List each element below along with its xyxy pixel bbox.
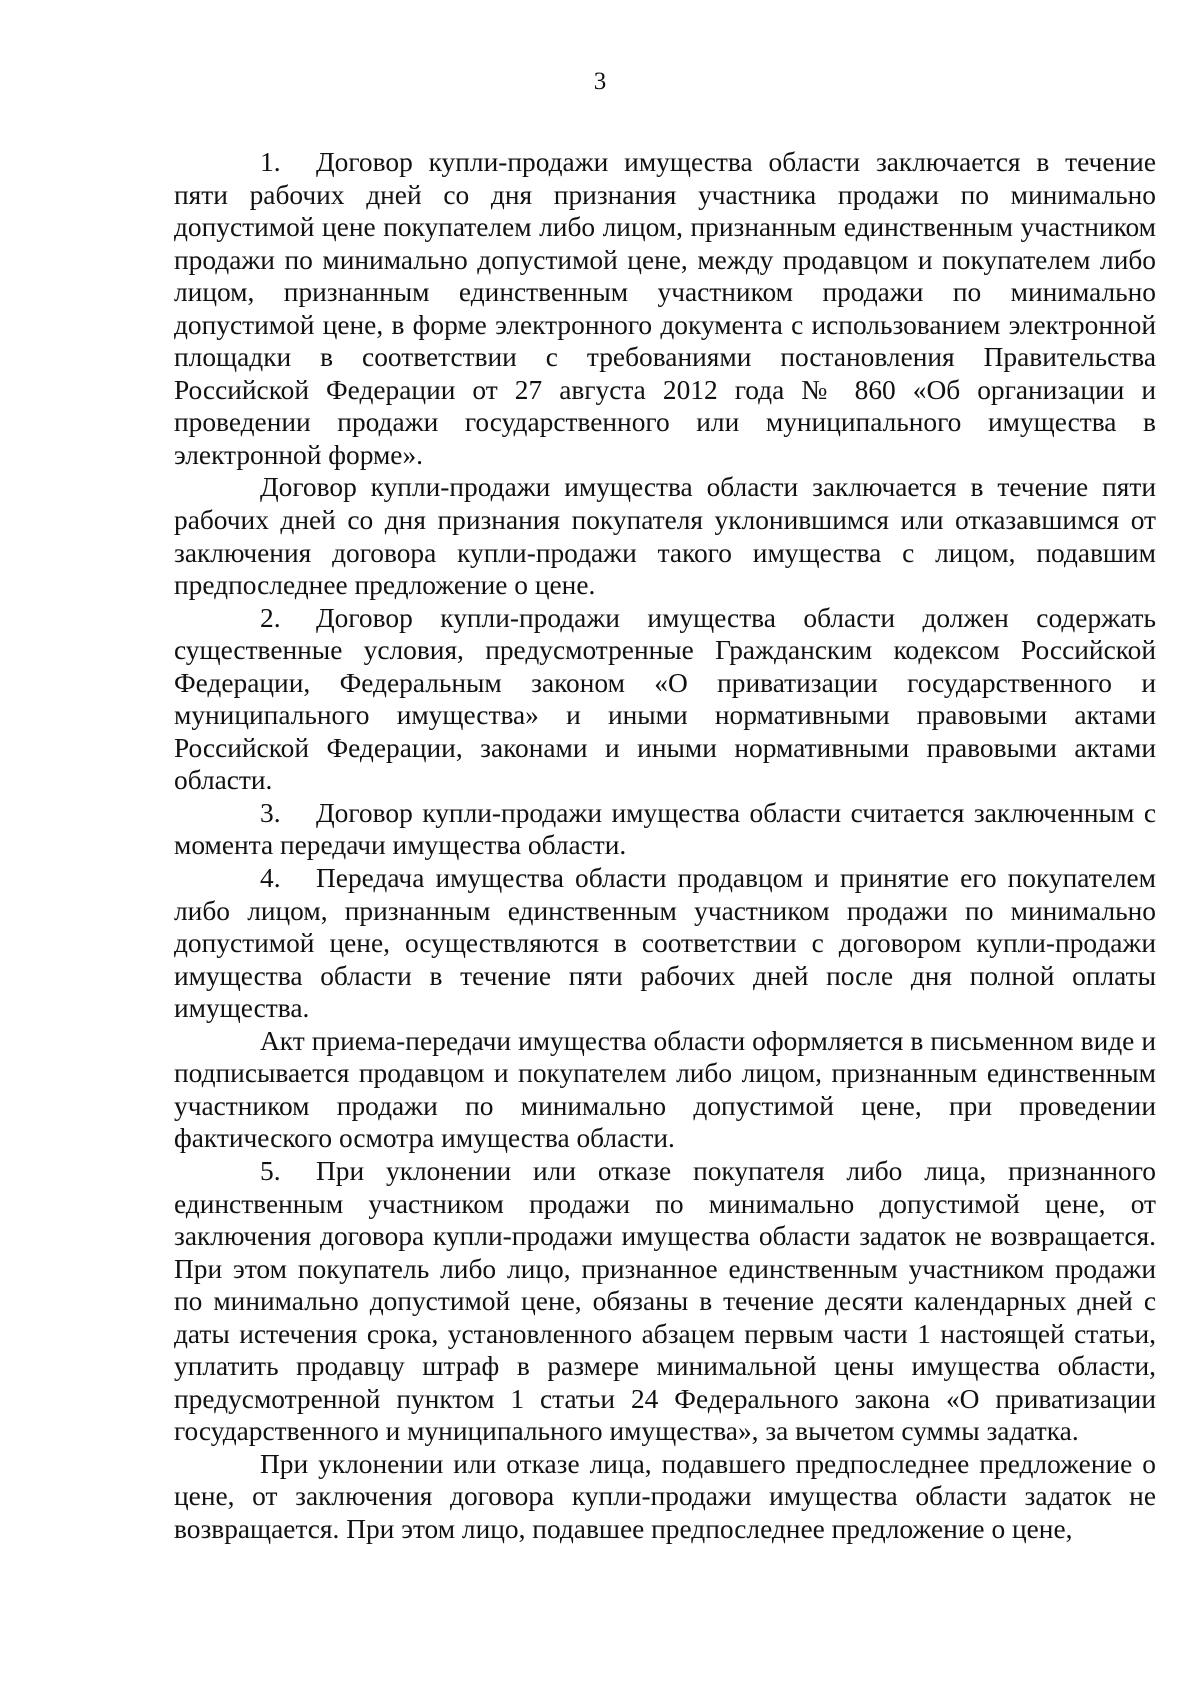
item-number: 5. <box>260 1155 281 1186</box>
paragraph-text: При уклонении или отказе лица, подавшего предпоследнее предложение о цене, от заключения договора купли-продажи имущества области задаток не возвращается. При этом лицо, подавшее предпоследнее предложение о цене, <box>174 1448 1156 1544</box>
paragraph-text: При уклонении или отказе покупателя либо лица, признанного единственным участником продажи по минимально допустимой цене, от заключения договора купли-продажи имущества области задаток не возвращается. При этом покупатель либо лицо, признанное единственным участником продажи по минимально допустимой цене, обязаны в течение десяти календарных дней с даты истечения срока, установленного абзацем первым части 1 настоящей статьи, уплатить продавцу штраф в размере минимальной цены имущества области, предусмотренной пунктом 1 статьи 24 Федерального закона «О приватизации государственного и муниципального имущества», за вычетом суммы задатка. <box>174 1155 1156 1447</box>
paragraph-item-1-continuation <box>174 471 1156 601</box>
item-number: 1. <box>260 147 281 177</box>
paragraph-item-2 <box>174 602 1156 797</box>
paragraph-text: Договор купли-продажи имущества области должен содержать существенные условия, предусмотренные Гражданским кодексом Российской Федерации, Федеральным законом «О приватизации государственного и муниципального имущества» и иными нормативными правовыми актами Российской Федерации, законами и иными нормативными правовыми актами области. <box>174 602 1156 796</box>
paragraph-item-4 <box>174 862 1156 1025</box>
item-number: 2. <box>260 602 281 633</box>
document-body <box>174 146 1156 1546</box>
item-number: 4. <box>260 863 281 894</box>
page-number: 3 <box>593 68 607 95</box>
paragraph-item-1 <box>174 146 1156 471</box>
paragraph-text: Акт приема-передачи имущества области оформляется в письменном виде и подписывается продавцом и покупателем либо лицом, признанным единственным участником продажи по минимально допустимой цене, при проведении фактического осмотра имущества области. <box>174 1025 1156 1154</box>
paragraph-text: Передача имущества области продавцом и принятие его покупателем либо лицом, признанным единственным участником продажи по минимально допустимой цене, осуществляются в соответствии с договором купли-продажи имущества области в течение пяти рабочих дней после дня полной оплаты имущества. <box>174 863 1156 1024</box>
paragraph-item-5 <box>174 1155 1156 1448</box>
paragraph-item-3 <box>174 797 1156 862</box>
paragraph-text: Договор купли-продажи имущества области считается заключенным с момента передачи имущества области. <box>174 797 1156 861</box>
paragraph-text: Договор купли-продажи имущества области заключается в течение пяти рабочих дней со дня признания покупателя уклонившимся или отказавшимся от заключения договора купли-продажи такого имущества с лицом, подавшим предпоследнее предложение о цене. <box>174 472 1156 601</box>
paragraph-text: Договор купли-продажи имущества области заключается в течение пяти рабочих дней со дня признания участника продажи по минимально допустимой цене покупателем либо лицом, признанным единственным участником продажи по минимально допустимой цене, между продавцом и покупателем либо лицом, признанным единственным участником продажи по минимально допустимой цене, в форме электронного документа с использованием электронной площадки в соответствии с требованиями постановления Правительства Российской Федерации от 27 августа 2012 года № 860 «Об организации и проведении продажи государственного или муниципального имущества в электронной форме». <box>174 147 1156 470</box>
item-number: 3. <box>260 797 281 828</box>
paragraph-item-4-continuation <box>174 1025 1156 1155</box>
paragraph-item-5-continuation <box>174 1448 1156 1546</box>
